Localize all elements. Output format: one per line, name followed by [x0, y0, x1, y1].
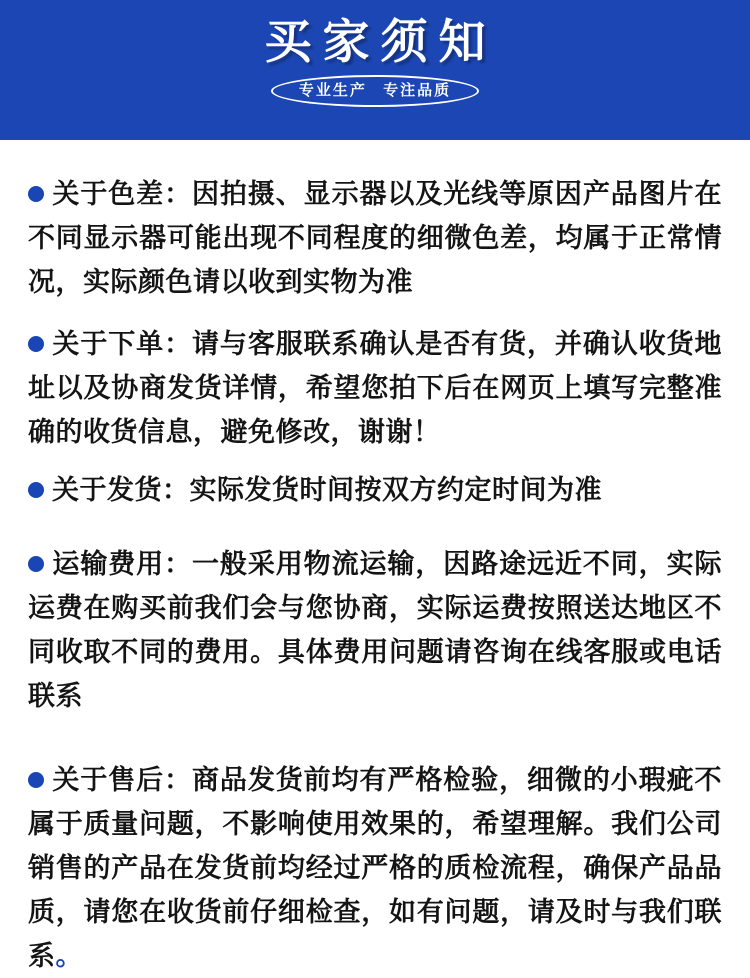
- notice-text: 请与客服联系确认是否有货，并确认收货地址以及协商发货详情，希望您拍下后在网页上填写完整准确的收货信息，避免修改，谢谢！: [28, 329, 722, 447]
- bullet-dot-icon: [28, 482, 44, 498]
- bullet-dot-icon: [28, 336, 44, 352]
- notice-item-freight-cost: [28, 542, 722, 718]
- notice-text: 商品发货前均有严格检验，细微的小瑕疵不属于质量问题，不影响使用效果的，希望理解。我们公司销售的产品在发货前均经过严格的质检流程，确保产品品质，请您在收货前仔细检查，如有问题，请及时与我们联系: [28, 765, 722, 971]
- header-banner: [0, 0, 750, 140]
- notice-text: 实际发货时间按双方约定时间为准: [189, 475, 602, 505]
- page-title: 买家须知: [264, 15, 497, 68]
- slogan-text: 专业生产 专注品质: [298, 81, 452, 99]
- notice-label: 关于色差：: [52, 179, 192, 209]
- notice-item-ordering: [28, 322, 722, 454]
- notice-item-color-difference: [28, 140, 722, 304]
- bullet-dot-icon: [28, 556, 44, 572]
- notice-label: 关于售后：: [52, 765, 192, 795]
- notice-label: 关于发货：: [52, 475, 190, 505]
- notice-item-shipping: [28, 468, 722, 512]
- notice-label: 关于下单：: [52, 329, 192, 359]
- notice-suffix: 。: [55, 941, 83, 971]
- bullet-dot-icon: [28, 772, 44, 788]
- bullet-dot-icon: [28, 186, 44, 202]
- notice-label: 运输费用：: [52, 549, 192, 579]
- notice-text: 因拍摄、显示器以及光线等原因产品图片在不同显示器可能出现不同程度的细微色差，均属于正常情况，实际颜色请以收到实物为准: [28, 179, 722, 297]
- notice-text: 一般采用物流运输，因路途远近不同，实际运费在购买前我们会与您协商，实际运费按照送达地区不同收取不同的费用。具体费用问题请咨询在线客服或电话联系: [28, 549, 722, 711]
- notice-list: [0, 140, 750, 978]
- slogan-badge: [271, 75, 479, 107]
- notice-item-after-sales: [28, 758, 722, 978]
